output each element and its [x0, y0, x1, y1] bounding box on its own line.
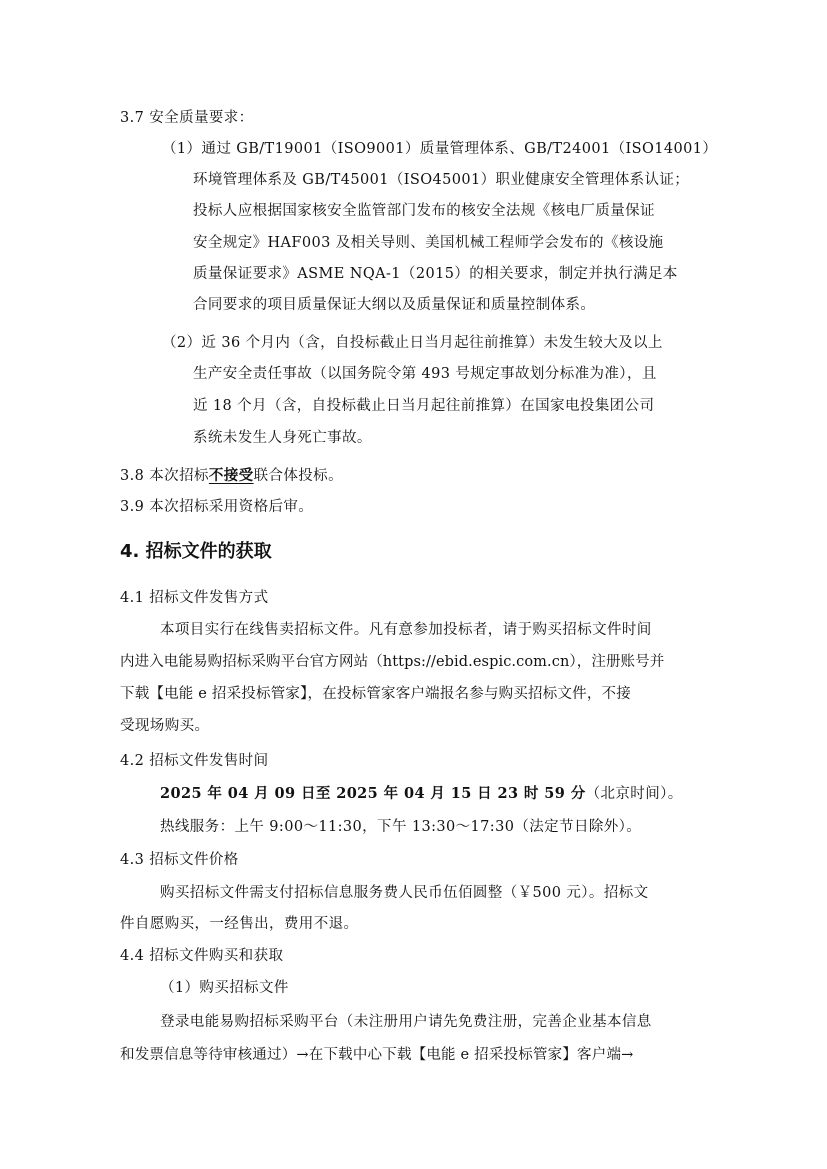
section-3-7-item2-line3: 近 18 个月（含，自投标截止日当月起往前推算）在国家电投集团公司	[193, 398, 655, 414]
section-4-4-sub: （1）购买招标文件	[160, 980, 289, 996]
section-3-7-item1-line1: （1）通过 GB/T19001（ISO9001）质量管理体系、GB/T24001（ISO14001）	[162, 141, 718, 157]
section-4-1-para-line2: 内进入电能易购招标采购平台官方网站（https://ebid.espic.com.cn），注册账号并	[120, 654, 665, 670]
section-4-2-heading: 4.2 招标文件发售时间	[120, 753, 269, 769]
section-4-3-para-line2: 件自愿购买，一经售出，费用不退。	[120, 916, 359, 932]
section-4-1-para-line1: 本项目实行在线售卖招标文件。凡有意参加投标者，请于购买招标文件时间	[160, 622, 652, 638]
section-3-8-emphasis: 不接受	[208, 467, 254, 484]
section-4-1-para-line3: 下载【电能 e 招采投标管家】，在投标管家客户端报名参与购买招标文件，不接	[120, 686, 631, 702]
section-3-7-item1-line4: 安全规定》HAF003 及相关导则、美国机械工程师学会发布的《核设施	[193, 235, 664, 251]
section-3-7-item1-line2: 环境管理体系及 GB/T45001（ISO45001）职业健康安全管理体系认证；	[193, 172, 690, 188]
section-4-2-time-bold: 2025 年 04 月 09 日至 2025 年 04 月 15 日 23 时 59 分	[160, 785, 586, 802]
section-4-2-hotline: 热线服务：上午 9:00～11:30，下午 13:30～17:30（法定节日除外）。	[160, 819, 642, 835]
section-4-1-para-line4: 受现场购买。	[120, 718, 210, 734]
section-3-7-item1-line6: 合同要求的项目质量保证大纲以及质量保证和质量控制体系。	[193, 297, 596, 313]
section-3-7-item2-line2: 生产安全责任事故（以国务院令第 493 号规定事故划分标准为准），且	[193, 366, 657, 382]
section-4-4-para-line1: 登录电能易购招标采购平台（未注册用户请先免费注册，完善企业基本信息	[160, 1014, 652, 1030]
section-3-7-item2-line1: （2）近 36 个月内（含，自投标截止日当月起往前推算）未发生较大及以上	[162, 335, 663, 351]
section-4-3-heading: 4.3 招标文件价格	[120, 852, 239, 868]
section-4-4-heading: 4.4 招标文件购买和获取	[120, 948, 284, 964]
section-4-3-para-line1: 购买招标文件需支付招标信息服务费人民币伍佰圆整（￥500 元）。招标文	[160, 885, 649, 901]
section-4-1-heading: 4.1 招标文件发售方式	[120, 590, 269, 606]
section-3-8-suffix: 联合体投标。	[253, 468, 343, 484]
section-4-4-para-line2: 和发票信息等待审核通过）→在下载中心下载【电能 e 招采投标管家】客户端→	[120, 1047, 634, 1063]
section-3-8	[120, 466, 343, 486]
section-3-7-item1-line3: 投标人应根据国家核安全监管部门发布的核安全法规《核电厂质量保证	[193, 203, 655, 219]
section-3-7-item2-line4: 系统未发生人身死亡事故。	[193, 430, 372, 446]
section-3-8-prefix: 3.8 本次招标	[120, 468, 209, 484]
section-4-2-time-rest: （北京时间）。	[585, 786, 683, 802]
section-3-7-heading: 3.7 安全质量要求：	[120, 110, 254, 126]
section-3-7-item1-line5: 质量保证要求》ASME NQA-1（2015）的相关要求，制定并执行满足本	[193, 266, 678, 282]
section-3-9: 3.9 本次招标采用资格后审。	[120, 499, 314, 515]
section-4-title: 4. 招标文件的获取	[120, 541, 272, 562]
section-4-2-time	[160, 784, 683, 804]
